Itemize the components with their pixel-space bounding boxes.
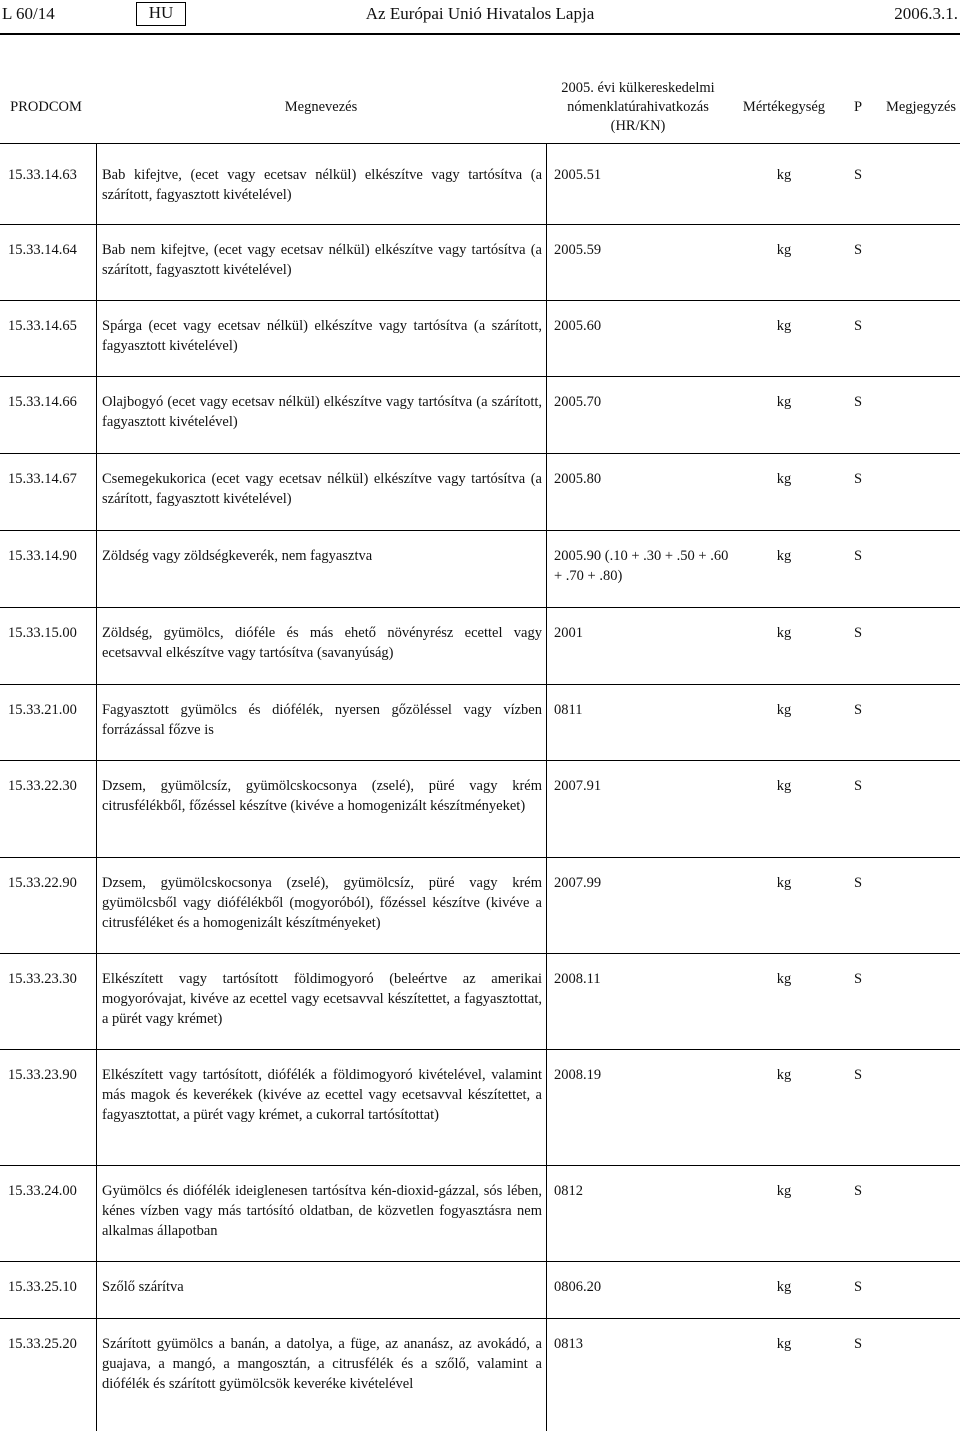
column-header-hr-line2: nómenklatúrahivatkozás [567, 99, 709, 115]
row-separator [0, 530, 960, 531]
product-description: Fagyasztott gyümölcs és diófélék, nyersen gőzöléssel vagy vízben forrázással főzve is [102, 702, 542, 738]
product-description: Zöldség vagy zöldségkeverék, nem fagyasztva [102, 548, 373, 564]
prodcom-code: 15.33.14.67 [8, 471, 77, 487]
prodcom-code: 15.33.15.00 [8, 625, 77, 641]
column-header-hr-line3: (HR/KN) [610, 118, 666, 134]
page-header [0, 0, 960, 36]
table-header-rule [0, 143, 960, 144]
publication-date: 2006.3.1. [894, 4, 958, 23]
prodcom-code: 15.33.14.90 [8, 548, 77, 564]
page-reference: L 60/14 [2, 4, 55, 23]
row-separator [0, 1261, 960, 1262]
p-flag: S [853, 1279, 863, 1295]
product-description: Szőlő szárítva [102, 1279, 184, 1295]
prodcom-code: 15.33.14.63 [8, 167, 77, 183]
p-flag: S [853, 1067, 863, 1083]
unit-of-measure: kg [776, 318, 792, 334]
unit-of-measure: kg [776, 1067, 792, 1083]
column-header-unit: Mértékegység [742, 99, 826, 115]
p-flag: S [853, 548, 863, 564]
journal-title: Az Európai Unió Hivatalos Lapja [365, 4, 595, 23]
unit-of-measure: kg [776, 1183, 792, 1199]
row-separator [0, 300, 960, 301]
p-flag: S [853, 778, 863, 794]
prodcom-code: 15.33.14.64 [8, 242, 77, 258]
prodcom-code: 15.33.22.30 [8, 778, 77, 794]
hr-kn-reference: 2005.70 [554, 394, 602, 410]
row-separator [0, 953, 960, 954]
hr-kn-reference: 2008.11 [554, 971, 601, 987]
prodcom-code: 15.33.14.66 [8, 394, 77, 410]
row-separator [0, 684, 960, 685]
p-flag: S [853, 242, 863, 258]
hr-kn-reference: 0811 [554, 702, 583, 718]
unit-of-measure: kg [776, 167, 792, 183]
row-separator [0, 1049, 960, 1050]
unit-of-measure: kg [776, 394, 792, 410]
p-flag: S [853, 875, 863, 891]
row-separator [0, 1165, 960, 1166]
column-header-hr-kn [548, 79, 728, 136]
unit-of-measure: kg [776, 1336, 792, 1352]
unit-of-measure: kg [776, 702, 792, 718]
product-description: Szárított gyümölcs a banán, a datolya, a füge, az ananász, az avokádó, a guajava, a mangó, a mangosztán, a citrusfélék és a szőlő, valamint a diófélék és szárított gyümölcsök keveréke kivételével [102, 1336, 542, 1392]
product-description: Dzsem, gyümölcsíz, gyümölcskocsonya (zselé), püré vagy krém citrusfélékből, főzéssel készítve (kivéve a homogenizált készítményeket) [102, 778, 542, 814]
p-flag: S [853, 1336, 863, 1352]
p-flag: S [853, 394, 863, 410]
row-separator [0, 857, 960, 858]
product-description: Zöldség, gyümölcs, dióféle és más ehető növényrész ecettel vagy ecetsavval elkészítve vagy tartósítva (savanyúság) [102, 625, 542, 661]
unit-of-measure: kg [776, 971, 792, 987]
hr-kn-reference: 2007.99 [554, 875, 602, 891]
hr-kn-reference: 2005.59 [554, 242, 602, 258]
hr-kn-reference: 2005.80 [554, 471, 602, 487]
product-description: Bab kifejtve, (ecet vagy ecetsav nélkül) elkészítve vagy tartósítva (a szárított, fagyasztott kivételével) [102, 167, 542, 203]
hr-kn-reference: 0806.20 [554, 1279, 602, 1295]
row-separator [0, 607, 960, 608]
unit-of-measure: kg [776, 778, 792, 794]
row-separator [0, 760, 960, 761]
hr-kn-reference: 2005.60 [554, 318, 602, 334]
p-flag: S [853, 318, 863, 334]
hr-kn-reference: 2008.19 [554, 1067, 602, 1083]
hr-kn-reference: 2005.90 (.10 + .30 + .50 + .60 + .70 + .80) [554, 548, 729, 584]
prodcom-code: 15.33.25.20 [8, 1336, 77, 1352]
row-separator [0, 224, 960, 225]
product-description: Spárga (ecet vagy ecetsav nélkül) elkészítve vagy tartósítva (a szárított, fagyasztott kivételével) [102, 318, 542, 354]
p-flag: S [853, 625, 863, 641]
unit-of-measure: kg [776, 242, 792, 258]
prodcom-code: 15.33.24.00 [8, 1183, 77, 1199]
prodcom-code: 15.33.14.65 [8, 318, 77, 334]
hr-kn-reference: 2005.51 [554, 167, 602, 183]
row-separator [0, 453, 960, 454]
product-description: Olajbogyó (ecet vagy ecetsav nélkül) elkészítve vagy tartósítva (a szárított, fagyasztott kivételével) [102, 394, 542, 430]
product-description: Csemegekukorica (ecet vagy ecetsav nélkül) elkészítve vagy tartósítva (a szárított, fagyasztott kivételével) [102, 471, 542, 507]
column-header-p: P [853, 99, 863, 115]
unit-of-measure: kg [776, 1279, 792, 1295]
column-header-name: Megnevezés [284, 99, 358, 115]
hr-kn-reference: 2001 [554, 625, 583, 641]
unit-of-measure: kg [776, 875, 792, 891]
product-description: Bab nem kifejtve, (ecet vagy ecetsav nélkül) elkészítve vagy tartósítva (a szárított, fagyasztott kivételével) [102, 242, 542, 278]
row-separator [0, 376, 960, 377]
header-rule [0, 33, 960, 35]
language-code-box: HU [136, 2, 186, 26]
p-flag: S [853, 167, 863, 183]
column-header-hr-line1: 2005. évi külkereskedelmi [561, 80, 715, 96]
p-flag: S [853, 702, 863, 718]
column-divider-desc [546, 144, 547, 1431]
product-description: Elkészített vagy tartósított földimogyoró (beleértve az amerikai mogyoróvajat, kivéve az ecettel vagy ecetsavval készítettet, a fagyasztottat, a pürét vagy krémet) [102, 971, 542, 1027]
hr-kn-reference: 0812 [554, 1183, 583, 1199]
unit-of-measure: kg [776, 548, 792, 564]
column-header-note: Megjegyzés [885, 99, 957, 115]
prodcom-code: 15.33.22.90 [8, 875, 77, 891]
p-flag: S [853, 471, 863, 487]
column-header-prodcom: PRODCOM [10, 99, 82, 115]
prodcom-code: 15.33.23.30 [8, 971, 77, 987]
prodcom-code: 15.33.25.10 [8, 1279, 77, 1295]
p-flag: S [853, 971, 863, 987]
prodcom-code: 15.33.23.90 [8, 1067, 77, 1083]
hr-kn-reference: 2007.91 [554, 778, 602, 794]
unit-of-measure: kg [776, 471, 792, 487]
product-description: Gyümölcs és diófélék ideiglenesen tartósítva kén-dioxid-gázzal, sós lében, kénes vízben vagy más tartósító oldatban, de közvetlen fogyasztásra nem alkalmas állapotban [102, 1183, 542, 1239]
row-separator [0, 1318, 960, 1319]
p-flag: S [853, 1183, 863, 1199]
product-description: Elkészített vagy tartósított, diófélék a földimogyoró kivételével, valamint más magok és keverékek (kivéve az ecettel vagy ecetsavval készítettet, a fagyasztottat, a pürét vagy krémet, a cukorral tartósítottat) [102, 1067, 542, 1123]
product-description: Dzsem, gyümölcskocsonya (zselé), gyümölcsíz, püré vagy krém gyümölcsből vagy diófélékből (mogyoróból), főzéssel készítve (kivéve a citrusféléket és a homogenizált készítményeket) [102, 875, 542, 931]
unit-of-measure: kg [776, 625, 792, 641]
hr-kn-reference: 0813 [554, 1336, 583, 1352]
prodcom-code: 15.33.21.00 [8, 702, 77, 718]
